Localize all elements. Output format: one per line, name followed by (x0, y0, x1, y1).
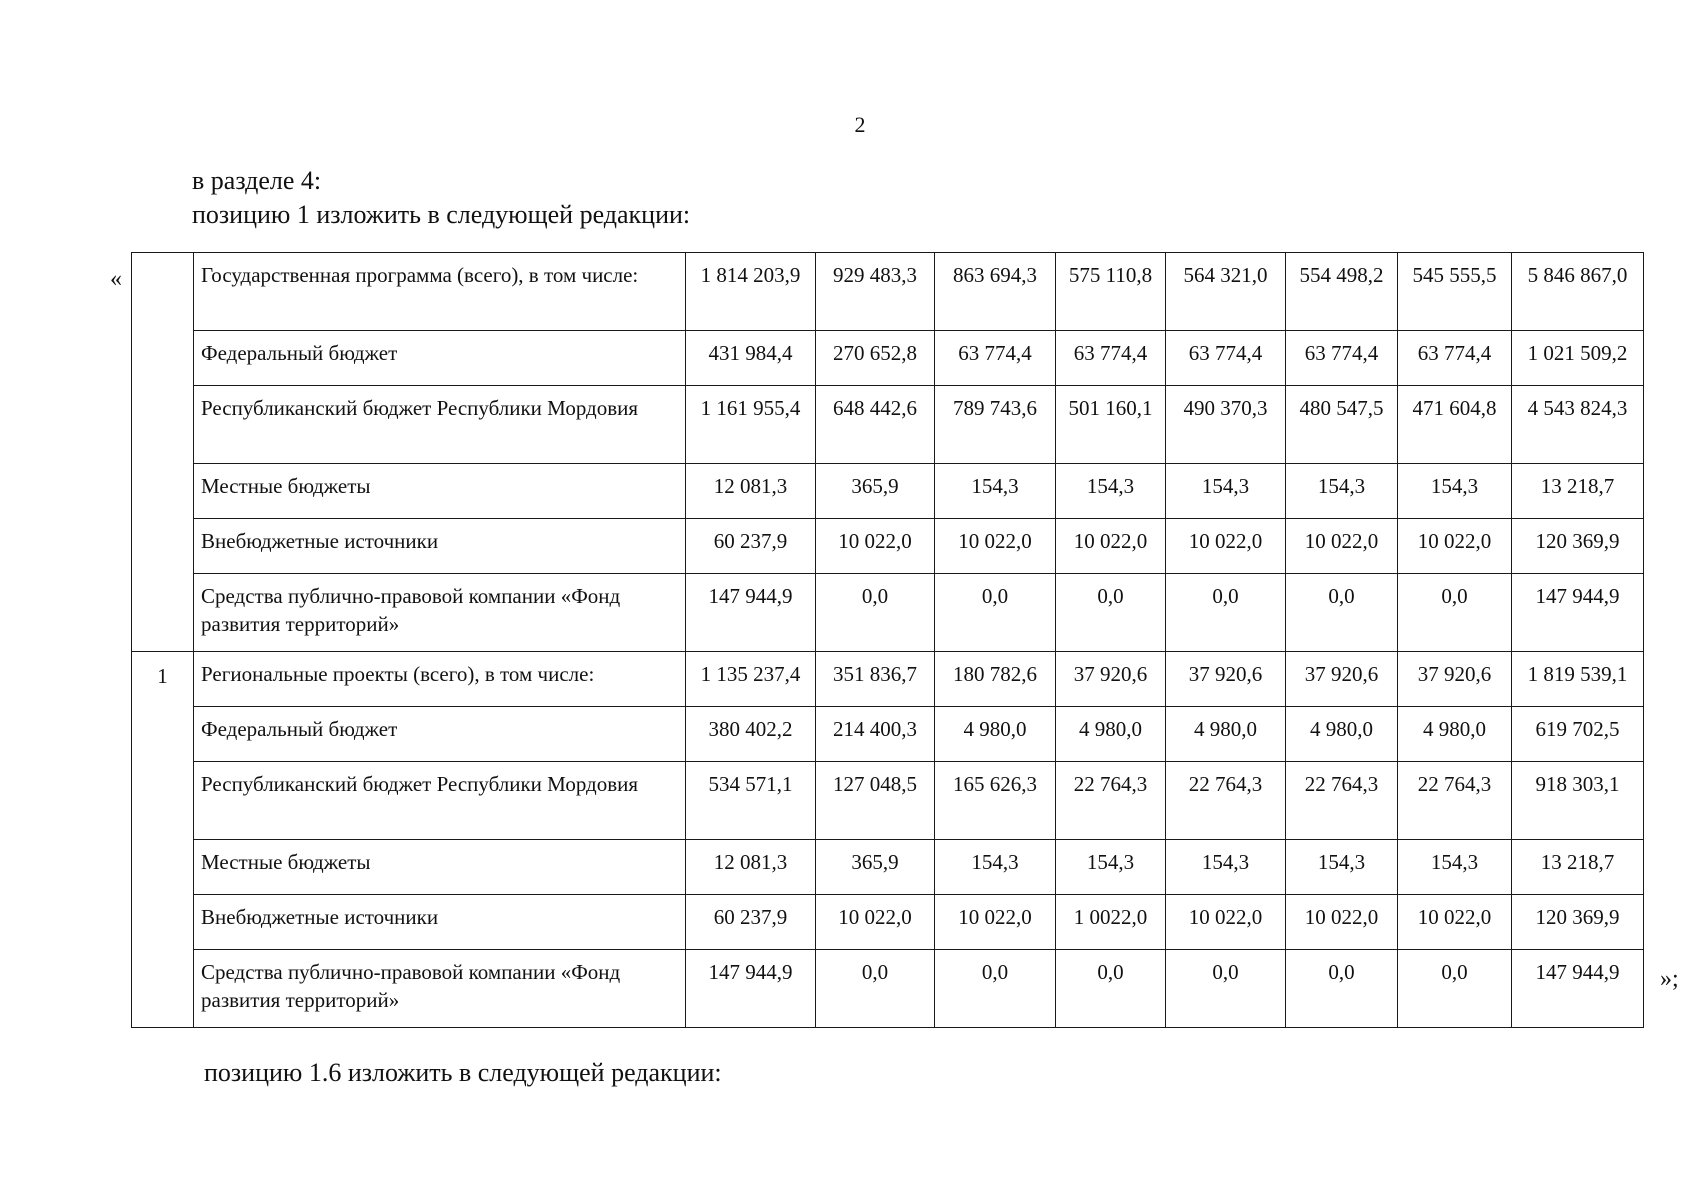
value-cell: 22 764,3 (1398, 762, 1512, 840)
total-cell: 147 944,9 (1512, 574, 1644, 652)
value-cell: 545 555,5 (1398, 253, 1512, 331)
value-cell: 270 652,8 (816, 331, 935, 386)
value-cell: 534 571,1 (686, 762, 816, 840)
row-index-cell (132, 253, 194, 652)
table-row (132, 840, 1644, 895)
table-row (132, 464, 1644, 519)
value-cell: 1 814 203,9 (686, 253, 816, 331)
value-cell: 154,3 (1166, 840, 1286, 895)
value-cell: 0,0 (816, 950, 935, 1028)
value-cell: 0,0 (1166, 950, 1286, 1028)
value-cell: 10 022,0 (935, 895, 1056, 950)
value-cell: 0,0 (935, 574, 1056, 652)
value-cell: 0,0 (1166, 574, 1286, 652)
table-row (132, 331, 1644, 386)
value-cell: 929 483,3 (816, 253, 935, 331)
value-cell: 37 920,6 (1398, 652, 1512, 707)
value-cell: 10 022,0 (1166, 519, 1286, 574)
value-cell: 4 980,0 (1056, 707, 1166, 762)
row-label: Республиканский бюджет Республики Мордовия (194, 386, 686, 464)
value-cell: 60 237,9 (686, 519, 816, 574)
row-label: Средства публично-правовой компании «Фонд развития территорий» (194, 574, 686, 652)
value-cell: 12 081,3 (686, 840, 816, 895)
table-row (132, 950, 1644, 1028)
value-cell: 37 920,6 (1166, 652, 1286, 707)
row-label: Средства публично-правовой компании «Фонд развития территорий» (194, 950, 686, 1028)
value-cell: 60 237,9 (686, 895, 816, 950)
table-row (132, 762, 1644, 840)
value-cell: 0,0 (1286, 950, 1398, 1028)
total-cell: 13 218,7 (1512, 464, 1644, 519)
value-cell: 863 694,3 (935, 253, 1056, 331)
value-cell: 10 022,0 (1286, 895, 1398, 950)
value-cell: 490 370,3 (1166, 386, 1286, 464)
value-cell: 789 743,6 (935, 386, 1056, 464)
total-cell: 120 369,9 (1512, 519, 1644, 574)
intro-line-position: позицию 1 изложить в следующей редакции: (192, 200, 691, 229)
value-cell: 63 774,4 (935, 331, 1056, 386)
table-row (132, 707, 1644, 762)
value-cell: 4 980,0 (1286, 707, 1398, 762)
value-cell: 480 547,5 (1286, 386, 1398, 464)
budget-table (131, 252, 1644, 1028)
row-label: Внебюджетные источники (194, 519, 686, 574)
value-cell: 63 774,4 (1056, 331, 1166, 386)
value-cell: 22 764,3 (1166, 762, 1286, 840)
value-cell: 10 022,0 (1056, 519, 1166, 574)
value-cell: 0,0 (1398, 950, 1512, 1028)
intro-text (192, 164, 690, 232)
page-number: 2 (854, 112, 866, 137)
row-label: Федеральный бюджет (194, 707, 686, 762)
value-cell: 0,0 (1398, 574, 1512, 652)
value-cell: 471 604,8 (1398, 386, 1512, 464)
value-cell: 10 022,0 (935, 519, 1056, 574)
value-cell: 63 774,4 (1166, 331, 1286, 386)
table-row (132, 652, 1644, 707)
total-cell: 13 218,7 (1512, 840, 1644, 895)
value-cell: 501 160,1 (1056, 386, 1166, 464)
value-cell: 4 980,0 (1398, 707, 1512, 762)
value-cell: 575 110,8 (1056, 253, 1166, 331)
opening-quote: « (110, 266, 122, 292)
total-cell: 147 944,9 (1512, 950, 1644, 1028)
value-cell: 165 626,3 (935, 762, 1056, 840)
value-cell: 10 022,0 (1398, 519, 1512, 574)
row-label: Региональные проекты (всего), в том числе: (194, 652, 686, 707)
value-cell: 0,0 (1286, 574, 1398, 652)
row-label: Внебюджетные источники (194, 895, 686, 950)
value-cell: 154,3 (1286, 840, 1398, 895)
value-cell: 154,3 (935, 840, 1056, 895)
total-cell: 4 543 824,3 (1512, 386, 1644, 464)
value-cell: 4 980,0 (1166, 707, 1286, 762)
value-cell: 554 498,2 (1286, 253, 1398, 331)
value-cell: 0,0 (816, 574, 935, 652)
row-label: Республиканский бюджет Республики Мордовия (194, 762, 686, 840)
table-row (132, 574, 1644, 652)
value-cell: 0,0 (1056, 574, 1166, 652)
value-cell: 1 0022,0 (1056, 895, 1166, 950)
row-label: Государственная программа (всего), в том числе: (194, 253, 686, 331)
value-cell: 22 764,3 (1286, 762, 1398, 840)
value-cell: 154,3 (1286, 464, 1398, 519)
value-cell: 1 135 237,4 (686, 652, 816, 707)
value-cell: 147 944,9 (686, 574, 816, 652)
table-row (132, 895, 1644, 950)
value-cell: 365,9 (816, 464, 935, 519)
row-label: Местные бюджеты (194, 840, 686, 895)
total-cell: 1 021 509,2 (1512, 331, 1644, 386)
value-cell: 154,3 (1166, 464, 1286, 519)
row-label: Федеральный бюджет (194, 331, 686, 386)
value-cell: 214 400,3 (816, 707, 935, 762)
total-cell: 918 303,1 (1512, 762, 1644, 840)
value-cell: 147 944,9 (686, 950, 816, 1028)
value-cell: 648 442,6 (816, 386, 935, 464)
closing-quote: »; (1660, 966, 1679, 992)
row-index-cell: 1 (132, 652, 194, 1028)
intro-line-section: в разделе 4: (192, 166, 322, 195)
table-row (132, 519, 1644, 574)
total-cell: 619 702,5 (1512, 707, 1644, 762)
value-cell: 154,3 (1398, 464, 1512, 519)
value-cell: 22 764,3 (1056, 762, 1166, 840)
value-cell: 127 048,5 (816, 762, 935, 840)
value-cell: 154,3 (935, 464, 1056, 519)
value-cell: 4 980,0 (935, 707, 1056, 762)
value-cell: 10 022,0 (1286, 519, 1398, 574)
value-cell: 37 920,6 (1056, 652, 1166, 707)
value-cell: 0,0 (935, 950, 1056, 1028)
table-row (132, 253, 1644, 331)
value-cell: 564 321,0 (1166, 253, 1286, 331)
total-cell: 1 819 539,1 (1512, 652, 1644, 707)
value-cell: 154,3 (1398, 840, 1512, 895)
value-cell: 365,9 (816, 840, 935, 895)
value-cell: 180 782,6 (935, 652, 1056, 707)
value-cell: 431 984,4 (686, 331, 816, 386)
value-cell: 154,3 (1056, 464, 1166, 519)
value-cell: 10 022,0 (816, 895, 935, 950)
table-row (132, 386, 1644, 464)
budget-table-body (132, 253, 1644, 1028)
value-cell: 63 774,4 (1398, 331, 1512, 386)
value-cell: 10 022,0 (1398, 895, 1512, 950)
value-cell: 10 022,0 (816, 519, 935, 574)
value-cell: 351 836,7 (816, 652, 935, 707)
value-cell: 12 081,3 (686, 464, 816, 519)
value-cell: 0,0 (1056, 950, 1166, 1028)
value-cell: 63 774,4 (1286, 331, 1398, 386)
value-cell: 10 022,0 (1166, 895, 1286, 950)
outro-text: позицию 1.6 изложить в следующей редакции: (204, 1058, 722, 1087)
row-label: Местные бюджеты (194, 464, 686, 519)
total-cell: 120 369,9 (1512, 895, 1644, 950)
value-cell: 1 161 955,4 (686, 386, 816, 464)
value-cell: 154,3 (1056, 840, 1166, 895)
value-cell: 380 402,2 (686, 707, 816, 762)
total-cell: 5 846 867,0 (1512, 253, 1644, 331)
value-cell: 37 920,6 (1286, 652, 1398, 707)
